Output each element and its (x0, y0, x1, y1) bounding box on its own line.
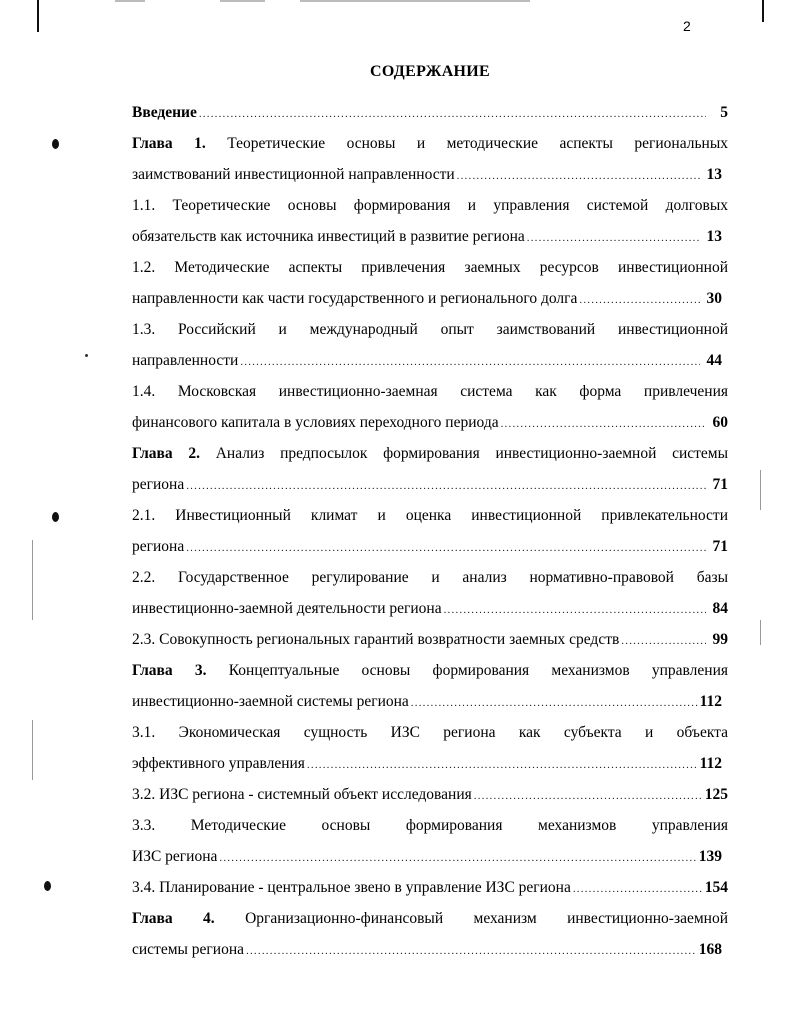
toc-page-number: 13 (706, 228, 722, 245)
toc-entry-text: 3.4. Планирование - центральное звено в управление ИЗС региона (132, 879, 571, 896)
leader-dots (186, 533, 706, 564)
toc-entry-text: Теоретические основы и методические аспекты региональных (227, 135, 729, 152)
leader-dots (199, 99, 706, 130)
leader-dots (240, 347, 700, 378)
toc-entry-chapter-3 (132, 655, 728, 717)
toc-entry-text: 2.1. Инвестиционный климат и оценка инвестиционной привлекательности (132, 507, 728, 524)
toc-page-number: 112 (699, 755, 722, 772)
toc-entry-section-1-1 (132, 190, 728, 252)
chapter-label: Глава 2. (132, 445, 201, 462)
toc-entry-title (132, 128, 728, 159)
toc-page-number: 71 (712, 538, 728, 555)
toc-page-number: 154 (704, 879, 728, 896)
toc-entry-text: 3.2. ИЗС региона - системный объект исследования (132, 786, 472, 803)
toc-entry-text: 1.2. Методические аспекты привлечения заемных ресурсов инвестиционной (132, 259, 728, 276)
toc-entry-text: региона (132, 476, 185, 493)
toc-entry-section-3-3 (132, 810, 728, 872)
scan-edge-line (32, 540, 33, 620)
toc-entry-title (132, 438, 728, 469)
toc-entry-section-3-4 (132, 872, 728, 903)
toc-entry-text: системы региона (132, 941, 245, 958)
toc-entry-section-2-2 (132, 562, 728, 624)
leader-dots (219, 843, 696, 874)
leader-dots (573, 874, 703, 905)
toc-entry-text: Организационно-финансовый механизм инвестиционно-заемной (245, 910, 728, 927)
toc-entry-text: 3.3. Методические основы формирования механизмов управления (132, 817, 728, 834)
toc-entry-section-3-1 (132, 717, 728, 779)
toc-entry-title (132, 903, 728, 934)
toc-page-number: 44 (706, 352, 722, 369)
scan-edge-line (760, 470, 761, 510)
toc-entry-text: 1.4. Московская инвестиционно-заемная система как форма привлечения (132, 383, 728, 400)
scan-edge-left (37, 0, 39, 32)
scan-edge-line (760, 620, 761, 645)
punch-hole-mark (52, 139, 59, 149)
toc-entry-text: обязательств как источника инвестиций в развитие региона (132, 228, 525, 245)
toc-page-number: 99 (712, 631, 728, 648)
leader-dots (579, 285, 700, 316)
table-of-contents (132, 97, 728, 965)
toc-page-number: 60 (712, 414, 728, 431)
toc-entry-section-2-3 (132, 624, 728, 655)
toc-page-number: 112 (699, 693, 722, 710)
leader-dots (186, 471, 706, 502)
toc-entry-text: эффективного управления (132, 755, 305, 772)
leader-dots (621, 626, 706, 657)
scan-edge-line (32, 720, 33, 780)
scan-edge-top (220, 0, 265, 2)
toc-entry-text: инвестиционно-заемной системы региона (132, 693, 409, 710)
chapter-label: Глава 1. (132, 135, 206, 152)
leader-dots (307, 750, 698, 781)
toc-page-number: 84 (712, 600, 728, 617)
chapter-label: Глава 3. (132, 662, 207, 679)
toc-entry-text: Концептуальные основы формирования механизмов управления (228, 662, 728, 679)
toc-page-number: 139 (698, 848, 722, 865)
leader-dots (246, 936, 697, 967)
toc-entry-intro (132, 97, 728, 128)
toc-page-number: 5 (720, 104, 728, 121)
toc-entry-text: 2.2. Государственное регулирование и анализ нормативно-правовой базы (132, 569, 728, 586)
toc-entry-text: заимствований инвестиционной направленности (132, 166, 455, 183)
toc-entry-text: Анализ предпосылок формирования инвестиционно-заемной системы (215, 445, 728, 462)
scan-edge-right (762, 0, 764, 22)
toc-entry-text: инвестиционно-заемной деятельности региона (132, 600, 442, 617)
toc-entry-section-1-2 (132, 252, 728, 314)
toc-entry-section-3-2 (132, 779, 728, 810)
toc-entry-section-1-3 (132, 314, 728, 376)
toc-entry-text: 3.1. Экономическая сущность ИЗС региона как субъекта и объекта (132, 724, 728, 741)
page-number: 2 (683, 18, 691, 34)
leader-dots (527, 223, 700, 254)
toc-page-number: 30 (706, 290, 722, 307)
toc-page-number: 13 (706, 166, 722, 183)
scan-speck (85, 354, 88, 357)
toc-page-number: 168 (698, 941, 722, 958)
toc-entry-text: ИЗС региона (132, 848, 218, 865)
toc-page-number: 125 (704, 786, 728, 803)
toc-entry-text: 1.3. Российский и международный опыт заимствований инвестиционной (132, 321, 728, 338)
leader-dots (444, 595, 706, 626)
toc-entry-section-2-1 (132, 500, 728, 562)
toc-entry-label: Введение (132, 104, 197, 121)
toc-page-number: 71 (712, 476, 728, 493)
toc-entry-text: 1.1. Теоретические основы формирования и управления системой долговых (132, 197, 728, 214)
toc-entry-chapter-1 (132, 128, 728, 190)
page-title: СОДЕРЖАНИЕ (369, 63, 491, 80)
toc-entry-chapter-4 (132, 903, 728, 965)
chapter-label: Глава 4. (132, 910, 215, 927)
toc-entry-chapter-2 (132, 438, 728, 500)
scan-edge-top (115, 0, 145, 2)
toc-entry-title (132, 655, 728, 686)
leader-dots (474, 781, 703, 812)
toc-entry-text: региона (132, 538, 185, 555)
toc-entry-text: 2.3. Совокупность региональных гарантий возвратности заемных средств (132, 631, 620, 648)
leader-dots (501, 409, 706, 440)
punch-hole-mark (52, 512, 59, 522)
leader-dots (457, 161, 700, 192)
punch-hole-mark (44, 881, 51, 891)
toc-entry-text: направленности (132, 352, 239, 369)
leader-dots (411, 688, 698, 719)
toc-entry-text: направленности как части государственного и регионального долга (132, 290, 578, 307)
scan-edge-top (300, 0, 530, 2)
toc-entry-text: финансового капитала в условиях переходного периода (132, 414, 499, 431)
toc-entry-section-1-4 (132, 376, 728, 438)
